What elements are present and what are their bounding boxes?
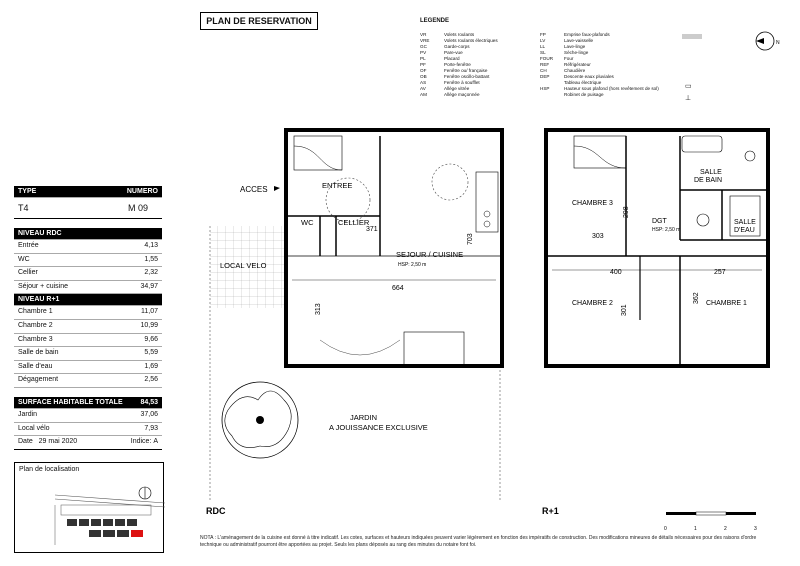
north-arrow-icon bbox=[752, 28, 782, 54]
rdc-room-label: Cellier bbox=[18, 269, 38, 277]
faux-plafond-swatch bbox=[682, 34, 702, 39]
rdc-plan bbox=[206, 130, 502, 516]
tap-icon: ⊥ bbox=[685, 95, 692, 102]
r1-room-value: 11,07 bbox=[141, 308, 158, 316]
legend-row: PF Porte-fenêtre bbox=[420, 62, 471, 67]
r1-room-label: Salle de bain bbox=[18, 349, 59, 357]
rdc-room-value: 34,97 bbox=[140, 282, 158, 290]
r1-room-label: Dégagement bbox=[18, 376, 59, 384]
annex-value: 7,93 bbox=[144, 424, 158, 432]
rdc-room-value: 2,32 bbox=[144, 269, 158, 277]
legend-row: FOUR Four bbox=[540, 56, 574, 61]
r1-room-label: Salle d'eau bbox=[18, 362, 53, 370]
r1-room-value: 5,59 bbox=[144, 349, 158, 357]
legend-row: PV Pare-vue bbox=[420, 50, 463, 55]
legend-row: SL Sèche-linge bbox=[540, 50, 589, 55]
dim-703: 703 bbox=[467, 233, 474, 245]
scale-3: 3 bbox=[754, 526, 757, 532]
rdc-room-row bbox=[14, 240, 162, 254]
rdc-heading: NIVEAU RDC bbox=[18, 230, 62, 237]
location-title: Plan de localisation bbox=[19, 466, 80, 473]
legend-row: Tableau électrique bbox=[564, 80, 602, 85]
room-ch2: CHAMBRE 2 bbox=[572, 300, 613, 307]
r1-room-value: 10,99 bbox=[140, 321, 158, 329]
legend-row: AM Allège maçonnée bbox=[420, 92, 480, 97]
room-jardin: JARDIN bbox=[350, 413, 378, 422]
rdc-room-row bbox=[14, 267, 162, 281]
floor-plans bbox=[170, 120, 790, 532]
scale-1: 1 bbox=[694, 526, 697, 532]
r1-room-label: Chambre 2 bbox=[18, 321, 53, 329]
room-ch3: CHAMBRE 3 bbox=[572, 200, 613, 207]
room-sejour: SEJOUR / CUISINE bbox=[396, 250, 464, 259]
rdc-room-label: WC bbox=[18, 255, 30, 263]
type-value: T4 bbox=[18, 203, 29, 213]
dim-301: 301 bbox=[621, 304, 628, 316]
r1-room-row bbox=[14, 306, 162, 320]
indice-value: A bbox=[153, 438, 158, 446]
rdc-outer-wall bbox=[286, 130, 502, 366]
annex-label: Jardin bbox=[18, 410, 38, 418]
legend-row: OF Fenêtre ou/ française bbox=[420, 68, 488, 73]
total-value: 84,53 bbox=[140, 398, 158, 406]
legend-row: HSP Hauteur sous plafond (hors revêtement de sol) bbox=[540, 86, 659, 91]
legend-row: Robinet de puisage bbox=[564, 92, 604, 97]
legend-row: GC Garde-corps bbox=[420, 44, 470, 49]
rdc-room-row bbox=[14, 281, 162, 295]
annex-label: Local vélo bbox=[18, 424, 50, 432]
scale-bar bbox=[664, 512, 757, 532]
tree-icon bbox=[222, 382, 298, 458]
legend-row: VRE Volets roulants électriques bbox=[420, 38, 498, 43]
room-sdb: SALLE bbox=[700, 169, 722, 176]
surface-table bbox=[14, 186, 162, 450]
room-ch1: CHAMBRE 1 bbox=[706, 300, 747, 307]
dim-362: 362 bbox=[693, 292, 700, 304]
room-sde: SALLE bbox=[734, 219, 756, 226]
rdc-room-value: 4,13 bbox=[144, 242, 158, 249]
room-entree: ENTREE bbox=[322, 181, 353, 190]
r1-room-row bbox=[14, 334, 162, 348]
legend-row: VR Volets roulants bbox=[420, 32, 475, 37]
r1-outer-wall bbox=[546, 130, 768, 366]
r1-room-row bbox=[14, 374, 162, 388]
legend-row: DEP Descente eaux pluviales bbox=[540, 74, 614, 79]
legend-right bbox=[540, 32, 690, 98]
r1-room-row bbox=[14, 347, 162, 361]
stair-r1 bbox=[574, 136, 626, 168]
r1-room-value: 9,66 bbox=[144, 335, 158, 343]
date-value: 29 mai 2020 bbox=[38, 438, 78, 446]
dim-313: 313 bbox=[315, 303, 322, 315]
rdc-label: RDC bbox=[206, 506, 226, 516]
r1-room-row bbox=[14, 320, 162, 334]
dim-298: 298 bbox=[623, 206, 630, 218]
numero-label: NUMERO bbox=[126, 188, 158, 195]
room-dgt: DGT bbox=[652, 218, 667, 225]
dim-664: 664 bbox=[392, 285, 404, 292]
dim-257: 257 bbox=[714, 269, 726, 276]
scale-0: 0 bbox=[664, 526, 667, 532]
r1-room-value: 2,56 bbox=[144, 376, 158, 384]
rdc-room-label: Séjour + cuisine bbox=[18, 282, 69, 290]
legend-left bbox=[420, 32, 540, 98]
annex-value: 37,06 bbox=[140, 410, 158, 418]
legend-row: FP Emprise faux-plafonds bbox=[540, 32, 610, 37]
bathtub bbox=[682, 136, 722, 152]
legend-row: PL Placard bbox=[420, 56, 460, 61]
legend-row: LL Lave-linge bbox=[540, 44, 586, 49]
legend-row: AS Fenêtre à soufflet bbox=[420, 80, 480, 85]
numero-value: M 09 bbox=[127, 203, 148, 213]
legend-row: AV Allège vitrée bbox=[420, 86, 470, 91]
electric-panel-icon: ▭ bbox=[685, 83, 692, 90]
room-wc: WC bbox=[301, 218, 314, 227]
dim-371: 371 bbox=[366, 226, 378, 233]
annex-row bbox=[14, 423, 162, 437]
r1-plan bbox=[542, 130, 768, 516]
room-sde-sub: D'EAU bbox=[734, 227, 755, 234]
total-label: SURFACE HABITABLE TOTALE bbox=[18, 398, 123, 406]
disclaimer-note: NOTA : L'aménagement de la cuisine est donné à titre indicatif. Les cotes, surfaces et hauteurs indiquées peuvent varier légèrement en fonction des impératifs de construction. Des modifications mineures de détails nécessaires pour des raisons d'ordre technique ou administratif pourront être apportées au projet. Seuls les plans déposés au rang des minutes du notaire font foi. bbox=[200, 535, 757, 548]
dim-303: 303 bbox=[592, 233, 604, 240]
rdc-hsp: HSP: 2,50 m bbox=[398, 262, 427, 268]
indice-label: Indice: bbox=[130, 438, 152, 446]
r1-hsp: HSP: 2,50 m bbox=[652, 227, 681, 233]
legend-row: REF Réfrigérateur bbox=[540, 62, 591, 67]
north-label: N bbox=[776, 40, 780, 46]
rdc-room-label: Entrée bbox=[18, 242, 39, 249]
room-jardin-sub: A JOUISSANCE EXCLUSIVE bbox=[329, 423, 428, 432]
rdc-room-row bbox=[14, 254, 162, 268]
room-sdb-sub: DE BAIN bbox=[694, 177, 723, 184]
kitchen-counter bbox=[476, 172, 498, 232]
location-plan bbox=[14, 462, 164, 553]
r1-room-row bbox=[14, 361, 162, 375]
r1-heading: NIVEAU R+1 bbox=[18, 296, 60, 304]
r1-label: R+1 bbox=[542, 506, 559, 516]
rdc-door-garden bbox=[404, 332, 464, 366]
type-label: TYPE bbox=[18, 188, 37, 195]
rdc-room-value: 1,55 bbox=[144, 255, 158, 263]
date-label: Date bbox=[18, 438, 33, 446]
room-local-velo: LOCAL VELO bbox=[220, 261, 267, 270]
room-cellier: CELLIER bbox=[338, 218, 370, 227]
r1-room-label: Chambre 1 bbox=[18, 308, 53, 316]
r1-room-value: 1,69 bbox=[144, 362, 158, 370]
stair-rdc bbox=[294, 136, 342, 170]
annex-row bbox=[14, 409, 162, 423]
legend-row: CH Chaudière bbox=[540, 68, 586, 73]
scale-2: 2 bbox=[724, 526, 727, 532]
acces-arrow-icon bbox=[274, 186, 280, 191]
legend-title: LEGENDE bbox=[420, 18, 450, 24]
legend-row: OB Fenêtre oscillo-battant bbox=[420, 74, 490, 79]
acces-label-text: ACCES bbox=[240, 185, 268, 194]
page-title: PLAN DE RESERVATION bbox=[200, 12, 318, 30]
dim-400: 400 bbox=[610, 269, 622, 276]
location-map bbox=[15, 475, 163, 545]
legend-row: LV Lave-vaisselle bbox=[540, 38, 594, 43]
r1-room-label: Chambre 3 bbox=[18, 335, 53, 343]
